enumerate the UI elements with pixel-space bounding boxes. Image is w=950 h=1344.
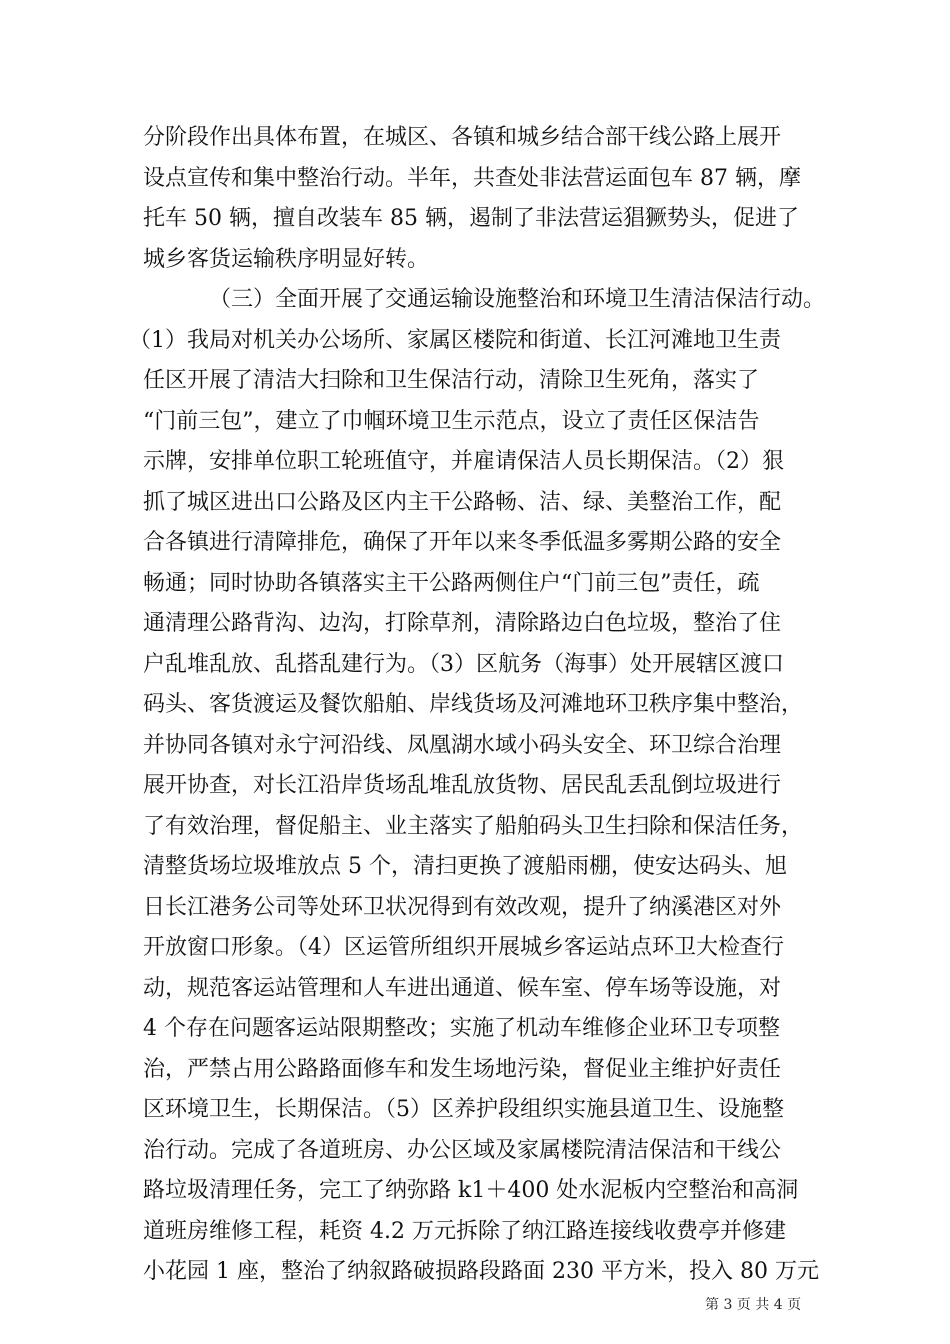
text-line: 了有效治理，督促船主、业主落实了船舶码头卫生扫除和保洁任务， [143, 813, 804, 839]
text-line: 日长江港务公司等处环卫状况得到有效改观，提升了纳溪港区对外 [143, 894, 782, 920]
text-line: 道班房维修工程，耗资 4.2 万元拆除了纳江路连接线收费亭并修建 [143, 1218, 786, 1244]
text-line: 码头、客货渡运及餐饮船舶、岸线货场及河滩地环卫秩序集中整治， [143, 692, 804, 717]
text-line: 户乱堆乱放、乱搭乱建行为。（3）区航务（海事）处开展辖区渡口 [143, 651, 784, 677]
text-line: 通清理公路背沟、边沟，打除草剂，清除路边白色垃圾，整治了住 [143, 611, 782, 636]
text-line: 小花园 1 座，整治了纳叙路破损路段路面 230 平方米，投入 80 万元 [143, 1259, 819, 1284]
text-line: 动，规范客运站管理和人车进出通道、候车室、停车场等设施，对 [143, 975, 782, 1001]
text-line: 区环境卫生，长期保洁。（5）区养护段组织实施县道卫生、设施整 [143, 1097, 784, 1122]
text-line: 任区开展了清洁大扫除和卫生保洁行动，清除卫生死角，落实了 [143, 368, 760, 393]
text-line: 治，严禁占用公路路面修车和发生场地污染，督促业主维护好责任 [143, 1056, 782, 1082]
document-body [129, 118, 826, 1293]
text-line: 清整货场垃圾堆放点 5 个，清扫更换了渡船雨棚，使安达码头、旭 [143, 854, 787, 879]
text-line: 路垃圾清理任务，完工了纳弥路 k1＋400 处水泥板内空整治和高洞 [143, 1178, 799, 1203]
text-line: 开放窗口形象。（4）区运管所组织开展城乡客运站点环卫大检查行 [143, 935, 784, 960]
text-line: 设点宣传和集中整治行动。半年，共查处非法营运面包车 87 辆，摩 [143, 165, 801, 191]
text-line: （1）我局对机关办公场所、家属区楼院和街道、长江河滩地卫生责 [129, 327, 781, 353]
text-line: 并协同各镇对永宁河沿线、凤凰湖水域小码头安全、环卫综合治理 [143, 732, 782, 758]
text-line: 治行动。完成了各道班房、办公区域及家属楼院清洁保洁和干线公 [143, 1137, 782, 1163]
text-line: 畅通；同时协助各镇落实主干公路两侧住户“门前三包”责任，疏 [143, 570, 760, 596]
page-number-footer: 第 3 页 共 4 页 [705, 1297, 802, 1313]
section-heading-line: （三）全面开展了交通运输设施整治和环境卫生清洁保洁行动。 [209, 287, 826, 312]
text-line: “门前三包”，建立了巾帼环境卫生示范点，设立了责任区保洁告 [143, 408, 760, 434]
text-line: 抓了城区进出口公路及区内主干公路畅、洁、绿、美整治工作，配 [143, 489, 782, 515]
text-line: 示牌，安排单位职工轮班值守，并雇请保洁人员长期保洁。（2）狠 [143, 449, 784, 474]
text-line: 城乡客货运输秩序明显好转。 [143, 246, 430, 272]
text-line: 合各镇进行清障排危，确保了开年以来冬季低温多雾期公路的安全 [143, 530, 782, 555]
text-line: 4 个存在问题客运站限期整改；实施了机动车维修企业环卫专项整 [143, 1016, 780, 1041]
text-line: 托车 50 辆，擅自改装车 85 辆，遏制了非法营运猖獗势头，促进了 [143, 206, 799, 231]
text-line: 分阶段作出具体布置，在城区、各镇和城乡结合部干线公路上展开 [143, 125, 782, 150]
text-line: 展开协查，对长江沿岸货场乱堆乱放货物、居民乱丢乱倒垃圾进行 [143, 773, 782, 798]
